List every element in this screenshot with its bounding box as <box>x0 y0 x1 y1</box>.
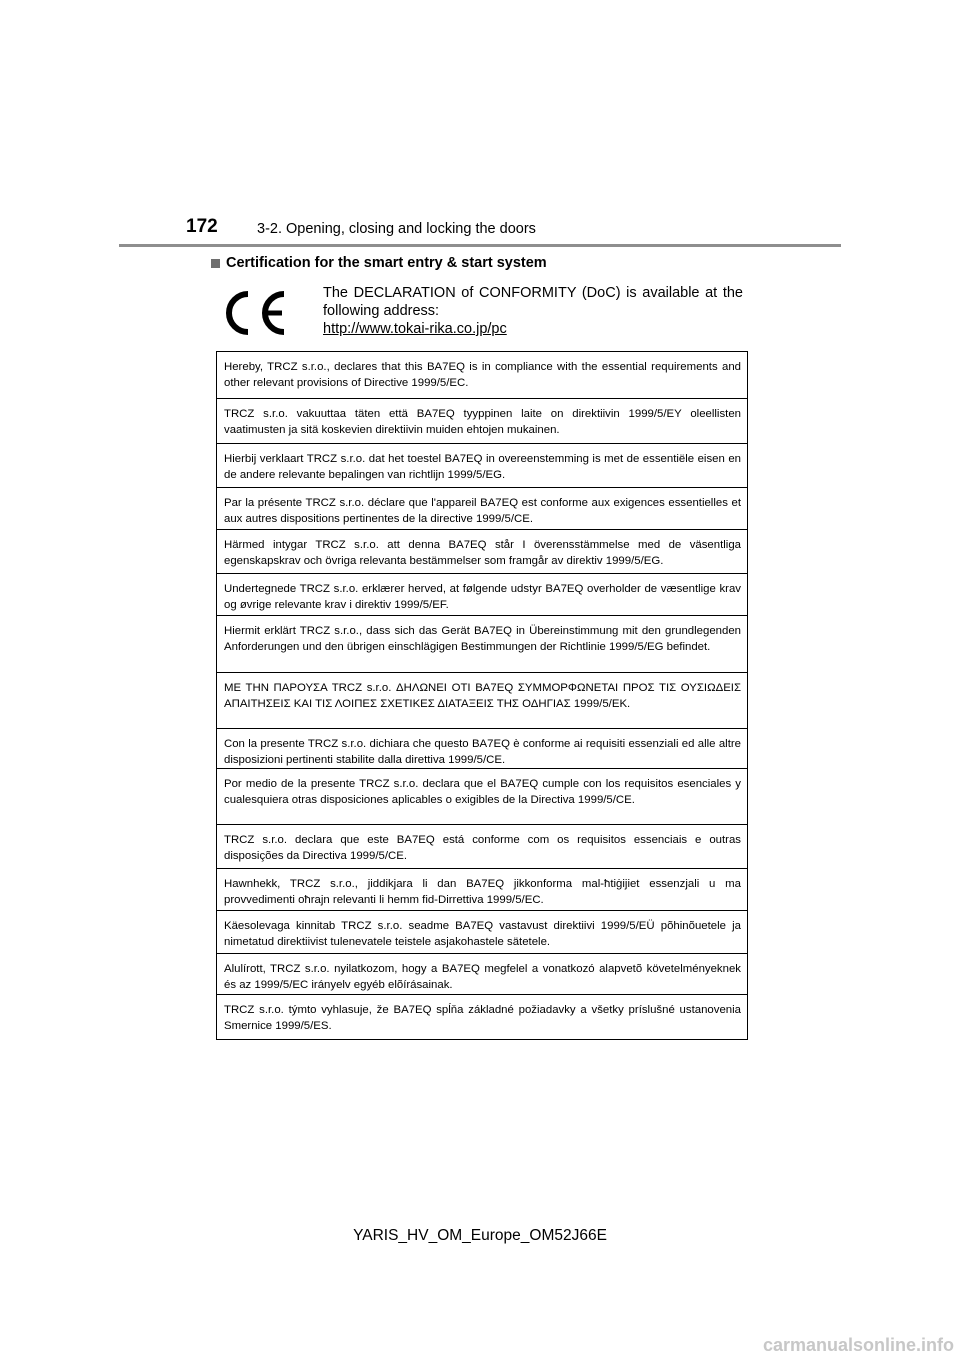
declaration-row-et: Käesolevaga kinnitab TRCZ s.r.o. seadme BA7EQ vastavust direktiivi 1999/5/EÜ põhinõuetele ja nimetatud direktiivist tulenevatele teistele asjakohastele sätetele. <box>217 911 747 954</box>
declaration-row-da: Undertegnede TRCZ s.r.o. erklærer herved, at følgende udstyr BA7EQ overholder de væsentlige krav og øvrige relevante krav i direktiv 1999/5/EF. <box>217 574 747 616</box>
square-bullet-icon <box>211 259 220 268</box>
declaration-row-en: Hereby, TRCZ s.r.o., declares that this BA7EQ is in compliance with the essential requirements and other relevant provisions of Directive 1999/5/EC. <box>217 352 747 399</box>
declaration-row-es: Por medio de la presente TRCZ s.r.o. declara que el BA7EQ cumple con los requisitos esenciales y cualesquiera otras disposiciones aplicables o exigibles de la Directiva 1999/5/CE. <box>217 769 747 825</box>
section-title: 3-2. Opening, closing and locking the doors <box>257 221 536 237</box>
declaration-row-it: Con la presente TRCZ s.r.o. dichiara che questo BA7EQ è conforme ai requisiti essenziali ed alle altre disposizioni pertinenti stabilite dalla direttiva 1999/5/CE. <box>217 729 747 769</box>
declaration-row-hu: Alulírott, TRCZ s.r.o. nyilatkozom, hogy a BA7EQ megfelel a vonatkozó alapvetõ követelményeknek és az 1999/5/EC irányelv egyéb elõírásainak. <box>217 954 747 995</box>
ce-mark-icon <box>222 290 288 336</box>
declaration-row-de: Hiermit erklärt TRCZ s.r.o., dass sich das Gerät BA7EQ in Übereinstimmung mit den grundlegenden Anforderungen und den übrigen einschlägigen Bestimmungen der Richtlinie 1999/5/EG befindet. <box>217 616 747 673</box>
declaration-row-sv: Härmed intygar TRCZ s.r.o. att denna BA7EQ står I överensstämmelse med de väsentliga egenskapskrav och övriga relevanta bestämmelser som framgår av direktiv 1999/5/EG. <box>217 530 747 574</box>
declaration-row-sk: TRCZ s.r.o. týmto vyhlasuje, že BA7EQ spĺňa základné požiadavky a všetky príslušné ustanovenia Smernice 1999/5/ES. <box>224 1004 741 1032</box>
doc-notice-text: The DECLARATION of CONFORMITY (DoC) is available at the following address: <box>323 285 743 319</box>
header-rule <box>119 244 841 247</box>
declaration-row-fi: TRCZ s.r.o. vakuuttaa täten että BA7EQ tyyppinen laite on direktiivin 1999/5/EY oleellisten vaatimusten ja sitä koskevien direktiivin muiden ehtojen mukainen. <box>217 399 747 444</box>
footer-model-code: YARIS_HV_OM_Europe_OM52J66E <box>353 1227 607 1244</box>
declaration-row-pt: TRCZ s.r.o. declara que este BA7EQ está conforme com os requisitos essenciais e outras disposições da Directiva 1999/5/CE. <box>217 825 747 869</box>
watermark: carmanualsonline.info <box>762 1335 954 1355</box>
subheading-text: Certification for the smart entry & start system <box>226 255 547 271</box>
page-number: 172 <box>186 216 218 237</box>
subheading <box>211 255 547 271</box>
declarations-table <box>216 351 748 1040</box>
declaration-row-mt: Hawnhekk, TRCZ s.r.o., jiddikjara li dan BA7EQ jikkonforma mal-ħtiġijiet essenzjali u ma provvedimenti oħrajn relevanti li hemm fid-Dirrettiva 1999/5/EC. <box>217 869 747 911</box>
declaration-row-el: ΜΕ ΤΗΝ ΠΑΡΟΥΣΑ TRCZ s.r.o. ΔΗΛΩΝΕΙ ΟΤΙ BA7EQ ΣΥΜΜΟΡΦΩΝΕΤΑΙ ΠΡΟΣ ΤΙΣ ΟΥΣΙΩΔΕΙΣ ΑΠΑΙΤΗΣΕΙΣ ΚΑΙ ΤΙΣ ΛΟΙΠΕΣ ΣΧΕΤΙΚΕΣ ΔΙΑΤΑΞΕΙΣ ΤΗΣ ΟΔΗΓΙΑΣ 1999/5/ΕΚ. <box>217 673 747 729</box>
declaration-row-nl: Hierbij verklaart TRCZ s.r.o. dat het toestel BA7EQ in overeenstemming is met de essentiële eisen en de andere relevante bepalingen van richtlijn 1999/5/EG. <box>217 444 747 488</box>
declaration-row-fr: Par la présente TRCZ s.r.o. déclare que l'appareil BA7EQ est conforme aux exigences essentielles et aux autres dispositions pertinentes de la directive 1999/5/CE. <box>217 488 747 530</box>
doc-link[interactable]: http://www.tokai-rika.co.jp/pc <box>323 321 507 337</box>
